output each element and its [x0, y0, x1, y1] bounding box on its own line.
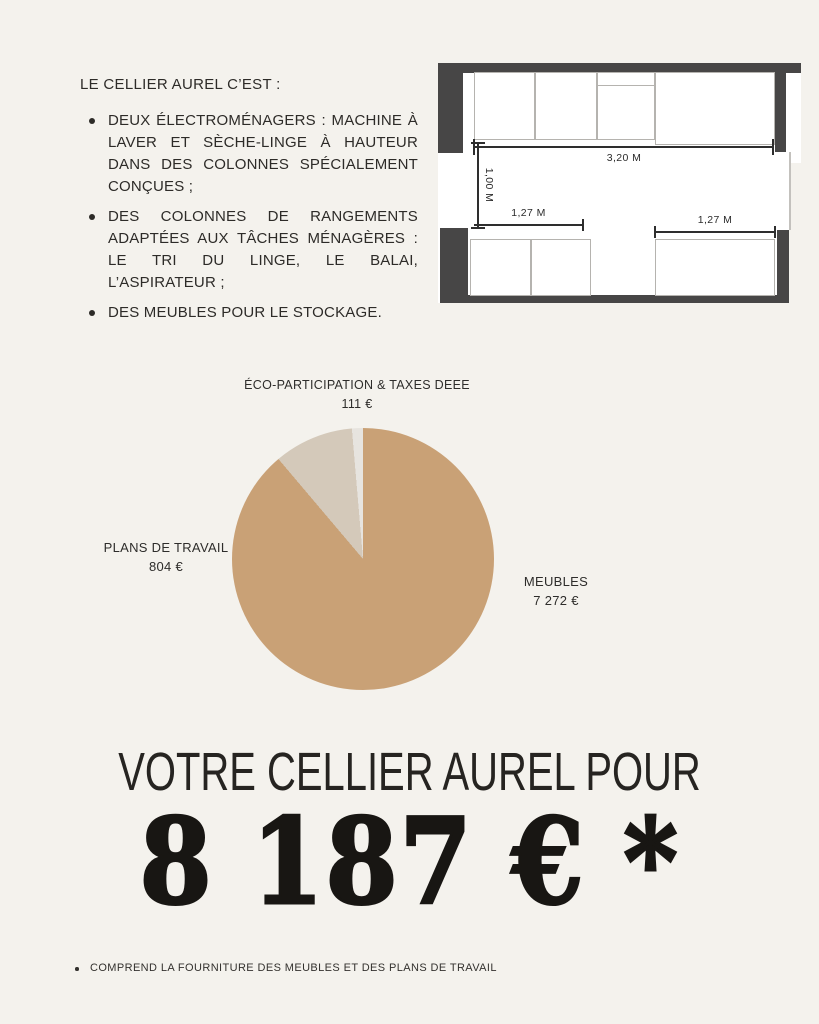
floor-area-right — [786, 63, 801, 163]
dimension-tick — [654, 226, 656, 238]
bullet-item-storage: DES MEUBLES POUR LE STOCKAGE. — [80, 302, 418, 324]
wall-left-lower — [440, 228, 468, 303]
pie-label-value: 111 € — [341, 397, 373, 411]
cabinet-bottom-2 — [531, 239, 591, 296]
dimension-tick — [772, 139, 774, 155]
pie-label-text: MEUBLES — [523, 574, 589, 589]
cabinet-top-4 — [655, 72, 775, 145]
dimension-tick — [774, 226, 776, 238]
dimension-line-bottom-right — [655, 231, 775, 233]
pie-label-text: ÉCO-PARTICIPATION & TAXES DEEE — [244, 378, 470, 392]
pie-label-value: 804 € — [148, 559, 184, 574]
footnote-text: COMPREND LA FOURNITURE DES MEUBLES ET DES PLANS DE TRAVAIL — [90, 962, 497, 974]
summary-heading: VOTRE CELLIER AUREL POUR — [118, 742, 701, 802]
dimension-tick — [471, 227, 485, 229]
pie-label-eco-participation — [197, 376, 517, 414]
bullet-item-columns: DES COLONNES DE RANGEMENTS ADAPTÉES AUX TÂCHES MÉNAGÈRES : LE TRI DU LINGE, LE BALAI, L’ASPIRATEUR ; — [80, 206, 418, 294]
wall-right-upper — [775, 73, 786, 152]
dimension-label-width: 3,20 M — [606, 152, 642, 164]
door-opening-right — [789, 152, 791, 230]
dimension-line-width — [474, 146, 773, 148]
pie-label-plans-de-travail — [56, 538, 276, 576]
dimension-tick — [471, 142, 485, 144]
cabinet-bottom-1 — [470, 239, 531, 296]
dimension-label-depth: 1,00 M — [483, 167, 495, 203]
pie-label-meubles — [446, 572, 666, 610]
bullet-item-appliances: DEUX ÉLECTROMÉNAGERS : MACHINE À LAVER ET SÈCHE-LINGE À HAUTEUR DANS DES COLONNES SPÉCIALEMENT CONÇUES ; — [80, 110, 418, 198]
intro-bullet-list — [80, 110, 418, 324]
intro-title: LE CELLIER AUREL C’EST : — [80, 76, 281, 93]
pie-label-value: 7 272 € — [533, 593, 579, 608]
intro-section — [80, 74, 418, 332]
cabinet-divider — [598, 85, 654, 86]
wall-bottom — [440, 295, 789, 303]
footnote — [75, 962, 675, 974]
cabinet-top-2 — [535, 72, 597, 140]
wall-left-upper — [438, 73, 463, 153]
dimension-tick — [582, 219, 584, 231]
price-text: 8 187 € * — [139, 792, 680, 931]
floor-plan — [438, 63, 801, 303]
cabinet-bottom-3 — [655, 239, 775, 296]
dimension-label-bottom-right: 1,27 M — [697, 214, 733, 226]
cabinet-top-3 — [597, 72, 655, 140]
dimension-line-bottom-left — [474, 224, 583, 226]
wall-right-lower — [777, 230, 789, 295]
cabinet-top-1 — [474, 72, 535, 140]
dimension-label-bottom-left: 1,27 M — [511, 207, 546, 219]
pie-label-text: PLANS DE TRAVAIL — [103, 540, 229, 555]
